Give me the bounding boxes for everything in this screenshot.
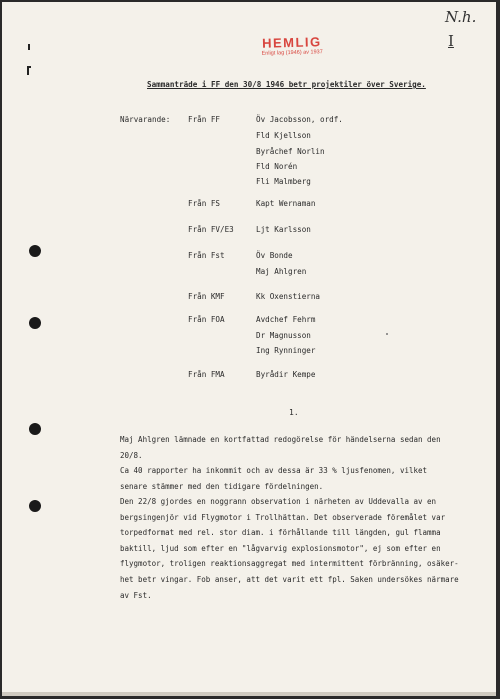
page-bottom-edge xyxy=(2,692,496,696)
handwritten-roman-numeral: I xyxy=(448,32,454,50)
attendee-group-label: Från FS xyxy=(188,199,221,208)
attendee-name: Kk Oxenstierna xyxy=(256,292,321,301)
punch-hole xyxy=(29,317,41,329)
punch-hole xyxy=(29,423,41,435)
handwritten-reference: N.h. xyxy=(445,8,477,26)
attendee-group-label: Från FOA xyxy=(188,315,225,324)
stamp-subtitle: Enligt lag (1946) av 1937 xyxy=(261,49,323,57)
attendee-group-label: Från Fst xyxy=(188,251,225,260)
attendee-group-label: Från FMA xyxy=(188,370,225,379)
attendee-name: Avdchef Fehrm xyxy=(256,315,316,324)
attendee-name: Dr Magnusson xyxy=(256,331,311,340)
attendee-name: Öv Bonde xyxy=(256,251,293,260)
stamp-title: HEMLIG xyxy=(261,34,322,51)
document-page xyxy=(2,2,496,696)
margin-tick-mark xyxy=(28,44,30,50)
attendee-name: Fli Malmberg xyxy=(256,177,311,186)
attendee-name: Ljt Karlsson xyxy=(256,225,311,234)
attendee-name: Fld Norén xyxy=(256,162,298,171)
attendee-name: Maj Ahlgren xyxy=(256,267,307,276)
present-label: Närvarande: xyxy=(120,115,171,124)
attendee-name: Byrådir Kempe xyxy=(256,370,316,379)
body-paragraph: Maj Ahlgren lämnade en kortfattad redogörelse för händelserna sedan den 20/8. xyxy=(120,435,441,460)
section-number: 1. xyxy=(289,408,299,417)
classification-stamp xyxy=(252,35,333,58)
attendee-name: Kapt Wernaman xyxy=(256,199,316,208)
stray-dot xyxy=(386,333,388,335)
attendee-group-label: Från KMF xyxy=(188,292,225,301)
attendee-name: Byråchef Norlin xyxy=(256,147,325,156)
margin-clip-mark xyxy=(27,66,31,75)
attendee-name: Öv Jacobsson, ordf. xyxy=(256,115,343,124)
attendee-name: Ing Rynninger xyxy=(256,346,316,355)
punch-hole xyxy=(29,500,41,512)
punch-hole xyxy=(29,245,41,257)
attendee-group-label: Från FV/E3 xyxy=(188,225,234,234)
body-paragraph: Ca 40 rapporter ha inkommit och av dessa är 33 % ljusfenomen, vilket senare stämmer med den tidigare fördelningen. xyxy=(120,466,428,491)
attendee-name: Fld Kjellson xyxy=(256,131,311,140)
body-paragraph: Den 22/8 gjordes en noggrann observation i närheten av Uddevalla av en bergsingenjör vid Flygmotor i Trollhättan. Det observerade föremålet var torpedformat med rel. stor diam. i förhållande till längden, gul flamma baktill, ljud som efter en "lågvarvig explosionsmotor", ej som efter en flygmotor, troligen reaktionsaggregat med intermittent förbränning, osäker- het betr vingar. Fob anser, att det varit ett fpl. Saken undersökes närmare av Fst. xyxy=(120,497,459,600)
attendee-group-label: Från FF xyxy=(188,115,221,124)
document-heading: Sammanträde i FF den 30/8 1946 betr projektiler över Sverige. xyxy=(147,80,426,89)
